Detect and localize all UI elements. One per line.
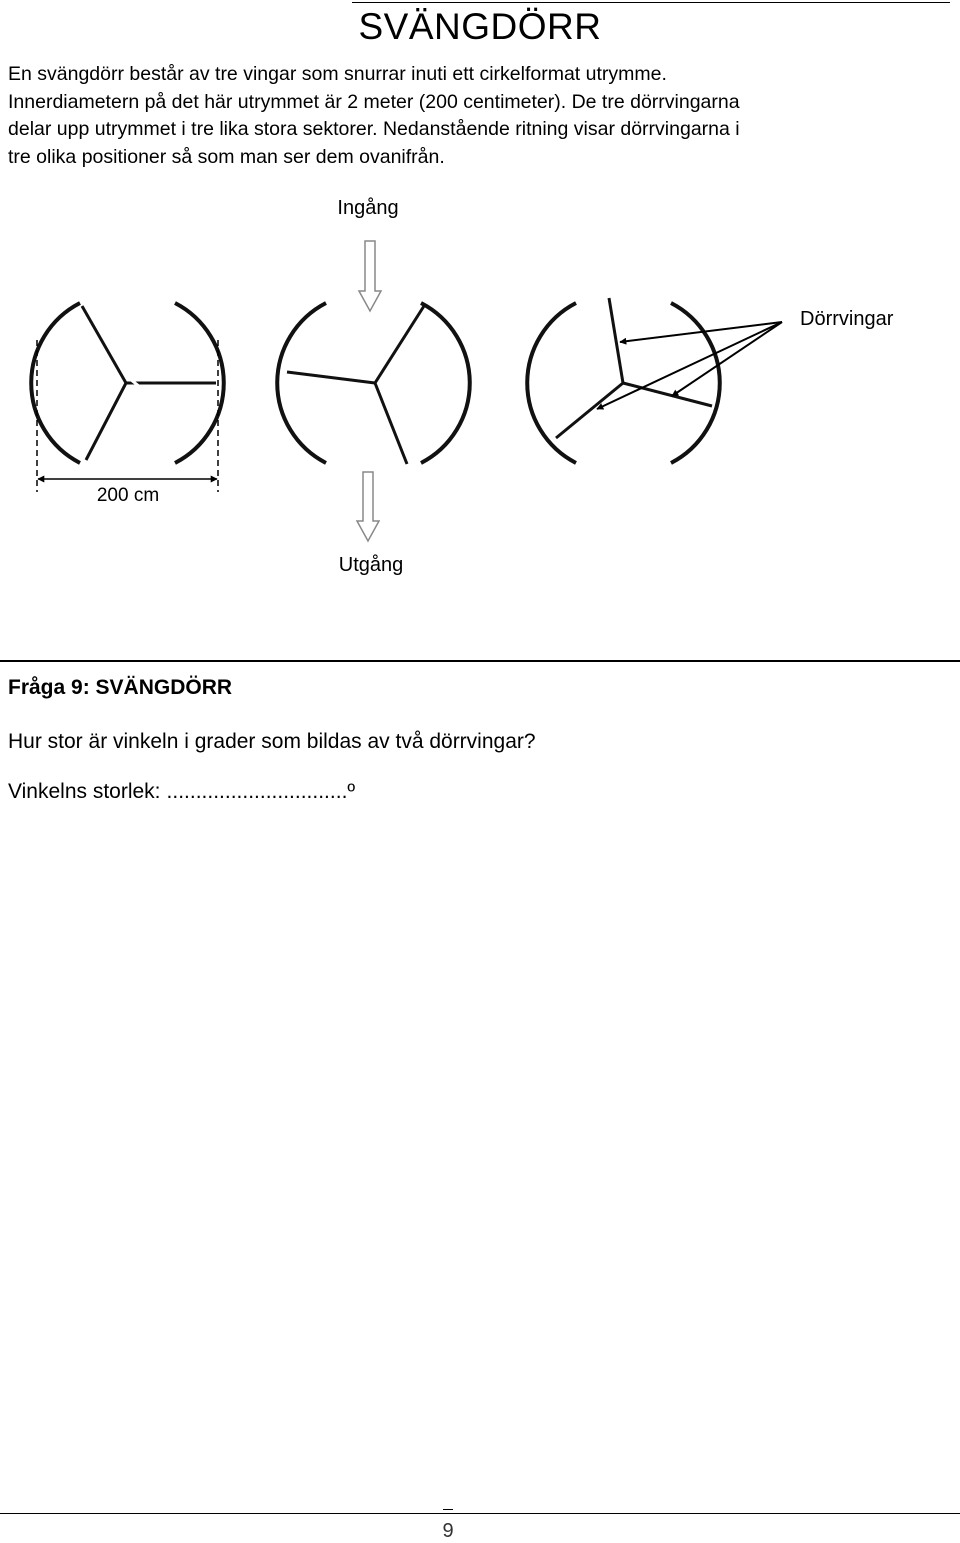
door-wing xyxy=(375,306,424,383)
exit-label: Utgång xyxy=(338,554,404,576)
question-heading: Fråga 9: SVÄNGDÖRR xyxy=(8,676,233,699)
entrance-label: Ingång xyxy=(337,197,399,219)
answer-line xyxy=(8,778,355,806)
revolving-door-diagram xyxy=(0,180,960,600)
top-rule xyxy=(352,2,950,3)
entrance-arrow-icon xyxy=(359,241,381,311)
door-wing xyxy=(375,383,407,464)
exit-arrow-icon xyxy=(357,472,379,541)
answer-blank[interactable]: ............................... xyxy=(166,780,348,803)
door-wing xyxy=(623,383,712,406)
wing-pointer-arrow xyxy=(597,322,782,409)
intro-line: En svängdörr består av tre vingar som snurrar inuti ett cirkelformat utrymme. xyxy=(8,63,667,85)
door-position-1 xyxy=(31,303,224,506)
section-divider xyxy=(0,660,960,662)
dimension-label: 200 cm xyxy=(96,485,160,506)
door-wall-right xyxy=(671,303,720,463)
page-number-tick xyxy=(443,1509,453,1510)
intro-line: tre olika positioner så som man ser dem ovanifrån. xyxy=(8,145,445,168)
intro-line: delar upp utrymmet i tre lika stora sektorer. Nedanstående ritning visar dörrvingarna i xyxy=(8,118,740,140)
door-wall-left xyxy=(527,303,576,463)
page-number: 9 xyxy=(442,1520,454,1542)
door-wing xyxy=(287,372,375,383)
intro-paragraph xyxy=(8,61,953,171)
door-wall-right xyxy=(421,303,470,463)
door-wing xyxy=(556,383,623,438)
page-title: SVÄNGDÖRR xyxy=(358,6,602,47)
door-wing xyxy=(609,298,623,383)
answer-label: Vinkelns storlek: xyxy=(8,780,161,803)
door-position-2 xyxy=(277,303,470,464)
door-position-3 xyxy=(527,298,720,463)
wing-label: Dörrvingar xyxy=(800,308,894,330)
degree-unit: º xyxy=(347,780,356,803)
door-wing xyxy=(82,306,126,383)
question-text: Hur stor är vinkeln i grader som bildas av två dörrvingar? xyxy=(8,730,536,753)
door-wall-left xyxy=(277,303,326,463)
door-wing xyxy=(86,383,126,460)
intro-line: Innerdiametern på det här utrymmet är 2 meter (200 centimeter). De tre dörrvingarna xyxy=(8,90,740,113)
door-wall-left xyxy=(31,303,80,463)
footer-rule xyxy=(0,1513,960,1514)
